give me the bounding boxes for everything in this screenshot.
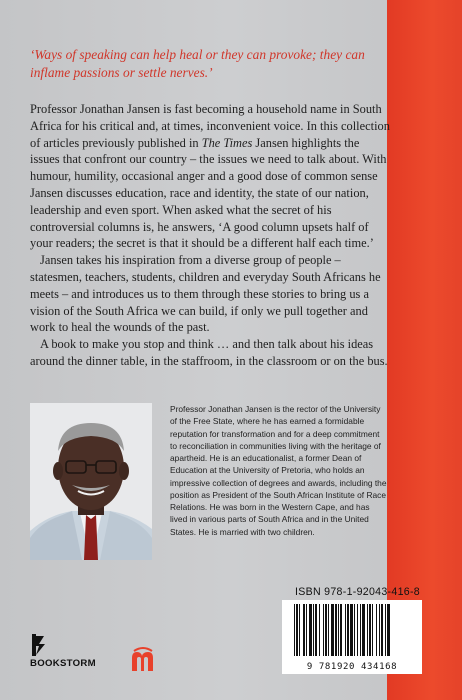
author-bio: Professor Jonathan Jansen is the rector of the University of the Free State, where he has earned a formidable reputation for transformation and for a deep commitment to reconciliation in communities living with the heritage of apartheid. He is an educationalist, a former Dean of Education at the University of Pretoria, who holds an impressive collection of degrees and awards, including the position as President of the South African Institute of Race Relations. He was born in the Western Cape, and has lived in various parts of South Africa and in the United States. He is married with two children. [170,404,387,537]
blurb-p1-text-cont: Jansen highlights the issues that confront our country – the issues we need to talk about. With humour, humility, occasional anger and a good dose of common sense Jansen discusses education, race and identity, the state of our nation, leadership and even sport. When asked what the secret of his controversial columns is, he answers, ‘A good column upsets half of your readers; the secret is that it should be a different half each time.’ [30,135,387,251]
barcode [282,600,422,674]
publication-title: The Times [201,135,253,150]
macmillan-logo-icon [131,646,155,672]
author-photo [30,403,152,560]
pull-quote: ‘Ways of speaking can help heal or they can provoke; they can inflame passions or settle nerves.’ [30,47,365,80]
blurb-paragraph-3: A book to make you stop and think … and then talk about his ideas around the dinner table, in the staffroom, in the classroom or on the bus. [30,337,388,368]
blurb-paragraph-1 [30,101,390,252]
bookstorm-mark-icon [32,634,46,656]
isbn-number: ISBN 978-1-92043-416-8 [295,586,420,598]
bookstorm-logo [30,634,100,674]
blurb-paragraph-2: Jansen takes his inspiration from a diverse group of people – statesmen, teachers, students, children and everyday South Africans he meets – and introduces us to them through these stories to bring us a vision of the South Africa we can build, if only we pull together and work to heal the wounds of the past. [30,253,381,335]
blurb [30,101,390,370]
barcode-digits: 9 781920 434168 [306,662,398,672]
publisher-name: BOOKSTORM [30,658,96,669]
blurb-p1-text: Professor Jonathan Jansen is fast becoming a household name in South Africa for his critical and, at times, inconvenient voice. In this collection of articles previously published in [30,102,390,150]
